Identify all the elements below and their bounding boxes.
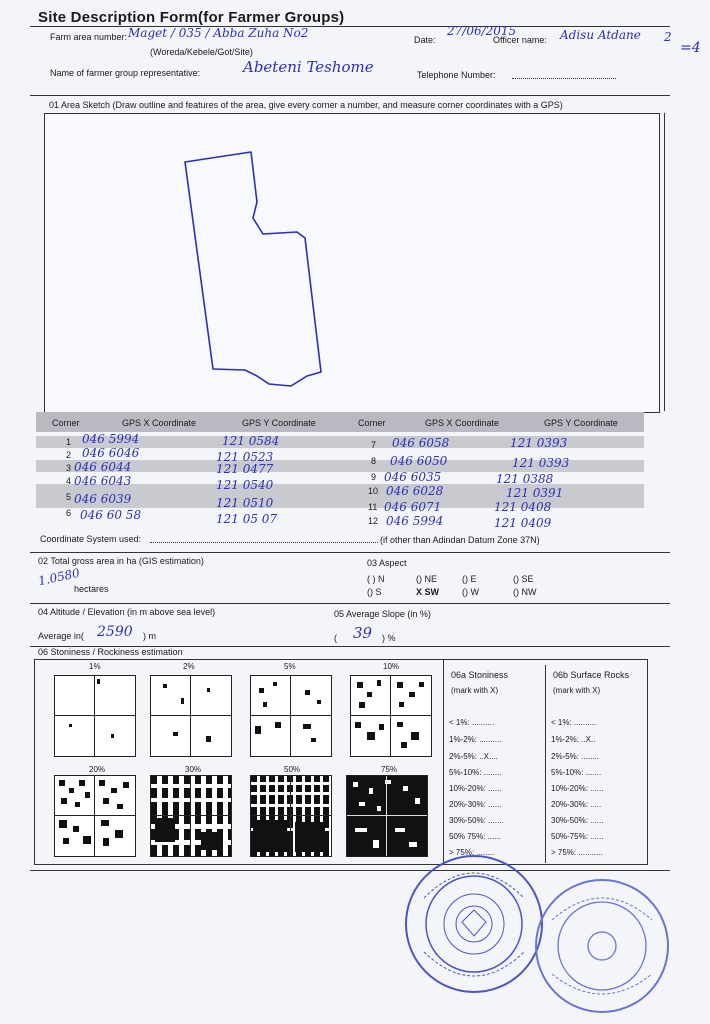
percent-label: 50% [284,765,301,774]
aspect-label: 03 Aspect [367,558,407,568]
representative-value[interactable]: Abeteni Teshome [243,58,374,76]
representative-label: Name of farmer group representative: [50,68,201,78]
percent-label: 10% [383,662,400,671]
stoniness-chart-5 [250,675,332,757]
stoniness-option[interactable]: > 75%: ........ [449,848,495,857]
gps-header-x-1: GPS X Coordinate [122,418,197,428]
aspect-option-s[interactable]: () S [367,587,382,597]
corner-number: 6 [66,508,72,518]
percent-label: 30% [185,765,202,774]
stoniness-option-selected[interactable]: 2%-5%: ..X.... [449,752,498,761]
stoniness-option[interactable]: 5%-10%: ........ [449,768,502,777]
gps-y-value[interactable]: 121 0477 [216,462,274,476]
altitude-avg-label: Average in( [38,631,84,641]
margin-line [664,113,665,411]
corner-number: 7 [371,440,377,450]
officer-label: Officer name: [493,35,547,45]
stoniness-chart-1 [54,675,136,757]
gps-x-value[interactable]: 046 6035 [384,470,442,484]
corner-number: 3 [66,463,72,473]
gps-header-x-2: GPS X Coordinate [425,418,500,428]
stoniness-col-b-sub: (mark with X) [553,686,601,695]
percent-label: 2% [183,662,195,671]
gps-x-value[interactable]: 046 6039 [74,492,132,506]
stoniness-option[interactable]: 10%-20%: ...... [449,784,502,793]
gps-y-value[interactable]: 121 0510 [216,496,274,510]
coordinate-system-label: Coordinate System used: [40,534,142,544]
coordinate-system-note: (if other than Adindan Datum Zone 37N) [380,535,540,545]
gps-header-corner-2: Corner [358,418,386,428]
stoniness-chart-10 [350,675,432,757]
stoniness-col-b-title: 06b Surface Rocks [553,670,630,680]
gps-y-value[interactable]: 121 0393 [512,456,570,470]
stoniness-chart-20 [54,775,136,857]
area-number-label: Farm area number: [50,32,128,42]
stoniness-option[interactable]: < 1%: .......... [449,718,495,727]
officer-value[interactable]: Adisu Atdane [560,28,641,42]
stoniness-chart-2 [150,675,232,757]
stoniness-option[interactable]: 30%-50%: ....... [449,816,504,825]
corner-number: 10 [368,486,379,496]
telephone-label: Telephone Number: [417,70,496,80]
area-number-value[interactable]: Maget / 035 / Abba Zuha No2 [128,26,309,40]
gps-x-value[interactable]: 046 6071 [384,500,442,514]
divider [443,659,444,863]
stoniness-chart-50 [250,775,332,857]
slope-close: ) % [382,633,396,643]
stoniness-col-a-title: 06a Stoniness [451,670,509,680]
surface-rocks-option[interactable]: 50%-75%: ...... [551,832,604,841]
coordinate-system-input[interactable] [150,542,378,543]
stoniness-chart-30 [150,775,232,857]
page-side-mark: =4 [680,40,701,56]
slope-label: 05 Average Slope (in %) [334,609,431,619]
percent-label: 5% [284,662,296,671]
corner-number: 2 [66,450,72,460]
gps-x-value[interactable]: 046 5994 [386,514,444,528]
stoniness-option[interactable]: 50% 75%: ...... [449,832,502,841]
percent-label: 75% [381,765,398,774]
surface-rocks-option-selected[interactable]: 1%-2%: ..X.. [551,735,596,744]
official-stamp-seal [402,852,552,997]
gps-x-value[interactable]: 046 6050 [390,454,448,468]
surface-rocks-option[interactable]: 20%-30%: ..... [551,800,602,809]
area-value[interactable]: 1.0580 [37,565,81,589]
corner-number: 12 [368,516,379,526]
divider [30,95,670,96]
divider [30,552,670,553]
surface-rocks-option[interactable]: 2%-5%: ........ [551,752,600,761]
gps-header-y-2: GPS Y Coordinate [544,418,618,428]
altitude-unit: ) m [143,631,156,641]
area-label: 02 Total gross area in ha (GIS estimation) [38,556,204,566]
corner-number: 11 [368,502,378,512]
corner-number: 5 [66,492,72,502]
stoniness-chart-75 [346,775,428,857]
corner-number: 9 [371,472,377,482]
gps-y-value[interactable]: 121 0391 [506,486,564,500]
telephone-value[interactable] [512,78,616,79]
corner-number: 4 [66,476,72,486]
aspect-option-e[interactable]: () E [462,574,477,584]
aspect-option-se[interactable]: () SE [513,574,534,584]
percent-label: 20% [89,765,106,774]
percent-label: 1% [89,662,101,671]
aspect-option-ne[interactable]: () NE [416,574,437,584]
gps-y-value[interactable]: 121 0540 [216,478,274,492]
slope-open: ( [334,633,337,643]
gps-header-corner-1: Corner [52,418,80,428]
stoniness-label: 06 Stoniness / Rockiness estimation [38,647,183,657]
date-value[interactable]: 27/06/2015 [447,24,517,38]
surface-rocks-option[interactable]: 30%-50%: ...... [551,816,604,825]
altitude-label: 04 Altitude / Elevation (in m above sea level) [38,607,216,617]
gps-header-y-1: GPS Y Coordinate [242,418,316,428]
stoniness-col-a-sub: (mark with X) [451,686,499,695]
divider [30,603,670,604]
aspect-option-w[interactable]: () W [462,587,479,597]
gps-y-value[interactable]: 121 05 07 [216,512,278,526]
gps-y-value[interactable]: 121 0388 [496,472,554,486]
corner-number: 8 [371,456,377,466]
form-title: Site Description Form(for Farmer Groups) [38,9,345,26]
gps-y-value[interactable]: 121 0408 [494,500,552,514]
gps-x-value[interactable]: 046 6043 [74,474,132,488]
surface-rocks-option[interactable]: 5%-10%: ....... [551,768,602,777]
gps-x-value[interactable]: 046 6058 [392,436,450,450]
surface-rocks-option[interactable]: < 1%: .......... [551,718,597,727]
aspect-option-n[interactable]: ( ) N [367,574,385,584]
gps-x-value[interactable]: 046 6028 [386,484,444,498]
slope-value[interactable]: 39 [353,624,373,642]
gps-y-value[interactable]: 121 0523 [216,450,274,464]
sketch-area[interactable] [44,113,660,413]
stoniness-option[interactable]: 20%-30%: ...... [449,800,502,809]
altitude-value[interactable]: 2590 [97,624,133,640]
gps-y-value[interactable]: 121 0584 [222,434,280,448]
gps-x-value[interactable]: 046 60 58 [80,508,142,522]
divider [30,26,670,27]
gps-x-value[interactable]: 046 5994 [82,432,140,446]
divider [545,665,546,863]
officer-mark: 2 [664,30,672,44]
sketch-heading: 01 Area Sketch (Draw outline and features of the area, give every corner a number, and measure corner coordinates with a GPS) [49,100,563,110]
gps-x-value[interactable]: 046 6046 [82,446,140,460]
surface-rocks-option[interactable]: 10%-20%: ...... [551,784,604,793]
aspect-option-nw[interactable]: () NW [513,587,537,597]
field-outline-sketch [45,114,659,412]
date-label: Date: [414,35,436,45]
gps-y-value[interactable]: 121 0409 [494,516,552,530]
divider [30,870,670,871]
gps-x-value[interactable]: 046 6044 [74,460,132,474]
area-unit: hectares [74,584,109,594]
corner-number: 1 [66,437,72,447]
official-stamp-round [532,876,672,1016]
gps-y-value[interactable]: 121 0393 [510,436,568,450]
aspect-option-sw[interactable]: X SW [416,587,440,597]
stoniness-option[interactable]: 1%-2%: .......... [449,735,502,744]
surface-rocks-option[interactable]: > 75%: ........... [551,848,603,857]
area-number-sublabel: (Woreda/Kebele/Got/Site) [150,47,253,57]
